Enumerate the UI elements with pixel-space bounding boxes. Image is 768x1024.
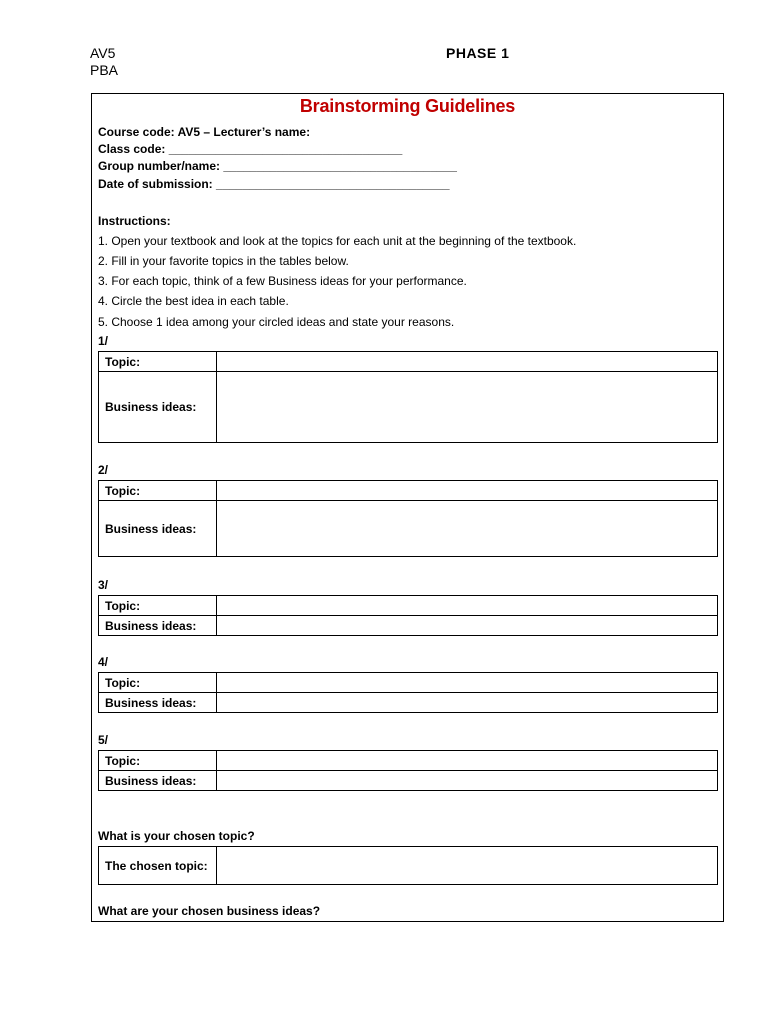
- chosen-topic-question: What is your chosen topic?: [98, 829, 255, 843]
- course-code-header: AV5: [90, 45, 116, 61]
- chosen-ideas-question: What are your chosen business ideas?: [98, 904, 321, 918]
- instructions-heading: Instructions:: [98, 214, 171, 228]
- table-number: 1/: [98, 334, 109, 348]
- topic-table-4: [98, 672, 718, 713]
- business-ideas-label: Business ideas:: [99, 693, 217, 713]
- topic-input[interactable]: [217, 481, 718, 501]
- instruction-item: 4. Circle the best idea in each table.: [98, 294, 289, 308]
- document-header-left: [90, 45, 118, 79]
- topic-label: Topic:: [99, 751, 217, 771]
- table-number: 3/: [98, 578, 109, 592]
- business-ideas-input[interactable]: [217, 501, 718, 557]
- topic-table-1: [98, 351, 718, 443]
- class-code-field[interactable]: Class code: ___________________________________: [98, 142, 403, 156]
- chosen-topic-table: [98, 846, 718, 885]
- course-code-field: Course code: AV5 – Lecturer’s name:: [98, 125, 311, 139]
- table-number: 2/: [98, 463, 109, 477]
- topic-input[interactable]: [217, 596, 718, 616]
- table-number: 5/: [98, 733, 109, 747]
- topic-label: Topic:: [99, 481, 217, 501]
- group-field[interactable]: Group number/name: ___________________________________: [98, 159, 457, 173]
- topic-label: Topic:: [99, 352, 217, 372]
- chosen-topic-label: The chosen topic:: [99, 847, 217, 885]
- topic-input[interactable]: [217, 673, 718, 693]
- worksheet-title: Brainstorming Guidelines: [299, 96, 516, 116]
- topic-table-2: [98, 480, 718, 557]
- instruction-item: 3. For each topic, think of a few Business ideas for your performance.: [98, 274, 467, 288]
- business-ideas-label: Business ideas:: [99, 771, 217, 791]
- instruction-item: 2. Fill in your favorite topics in the tables below.: [98, 254, 349, 268]
- instruction-item: 5. Choose 1 idea among your circled ideas and state your reasons.: [98, 315, 455, 329]
- business-ideas-input[interactable]: [217, 771, 718, 791]
- topic-table-3: [98, 595, 718, 636]
- chosen-topic-input[interactable]: [217, 847, 718, 885]
- topic-table-5: [98, 750, 718, 791]
- topic-input[interactable]: [217, 352, 718, 372]
- business-ideas-label: Business ideas:: [99, 372, 217, 443]
- business-ideas-label: Business ideas:: [99, 501, 217, 557]
- topic-input[interactable]: [217, 751, 718, 771]
- business-ideas-input[interactable]: [217, 616, 718, 636]
- topic-label: Topic:: [99, 673, 217, 693]
- business-ideas-label: Business ideas:: [99, 616, 217, 636]
- business-ideas-input[interactable]: [217, 693, 718, 713]
- date-field[interactable]: Date of submission: ___________________________________: [98, 177, 450, 191]
- worksheet-frame: [91, 93, 724, 922]
- table-number: 4/: [98, 655, 109, 669]
- phase-header: PHASE 1: [446, 45, 510, 61]
- topic-label: Topic:: [99, 596, 217, 616]
- program-header: PBA: [90, 62, 119, 78]
- business-ideas-input[interactable]: [217, 372, 718, 443]
- instruction-item: 1. Open your textbook and look at the topics for each unit at the beginning of the textbook.: [98, 234, 577, 248]
